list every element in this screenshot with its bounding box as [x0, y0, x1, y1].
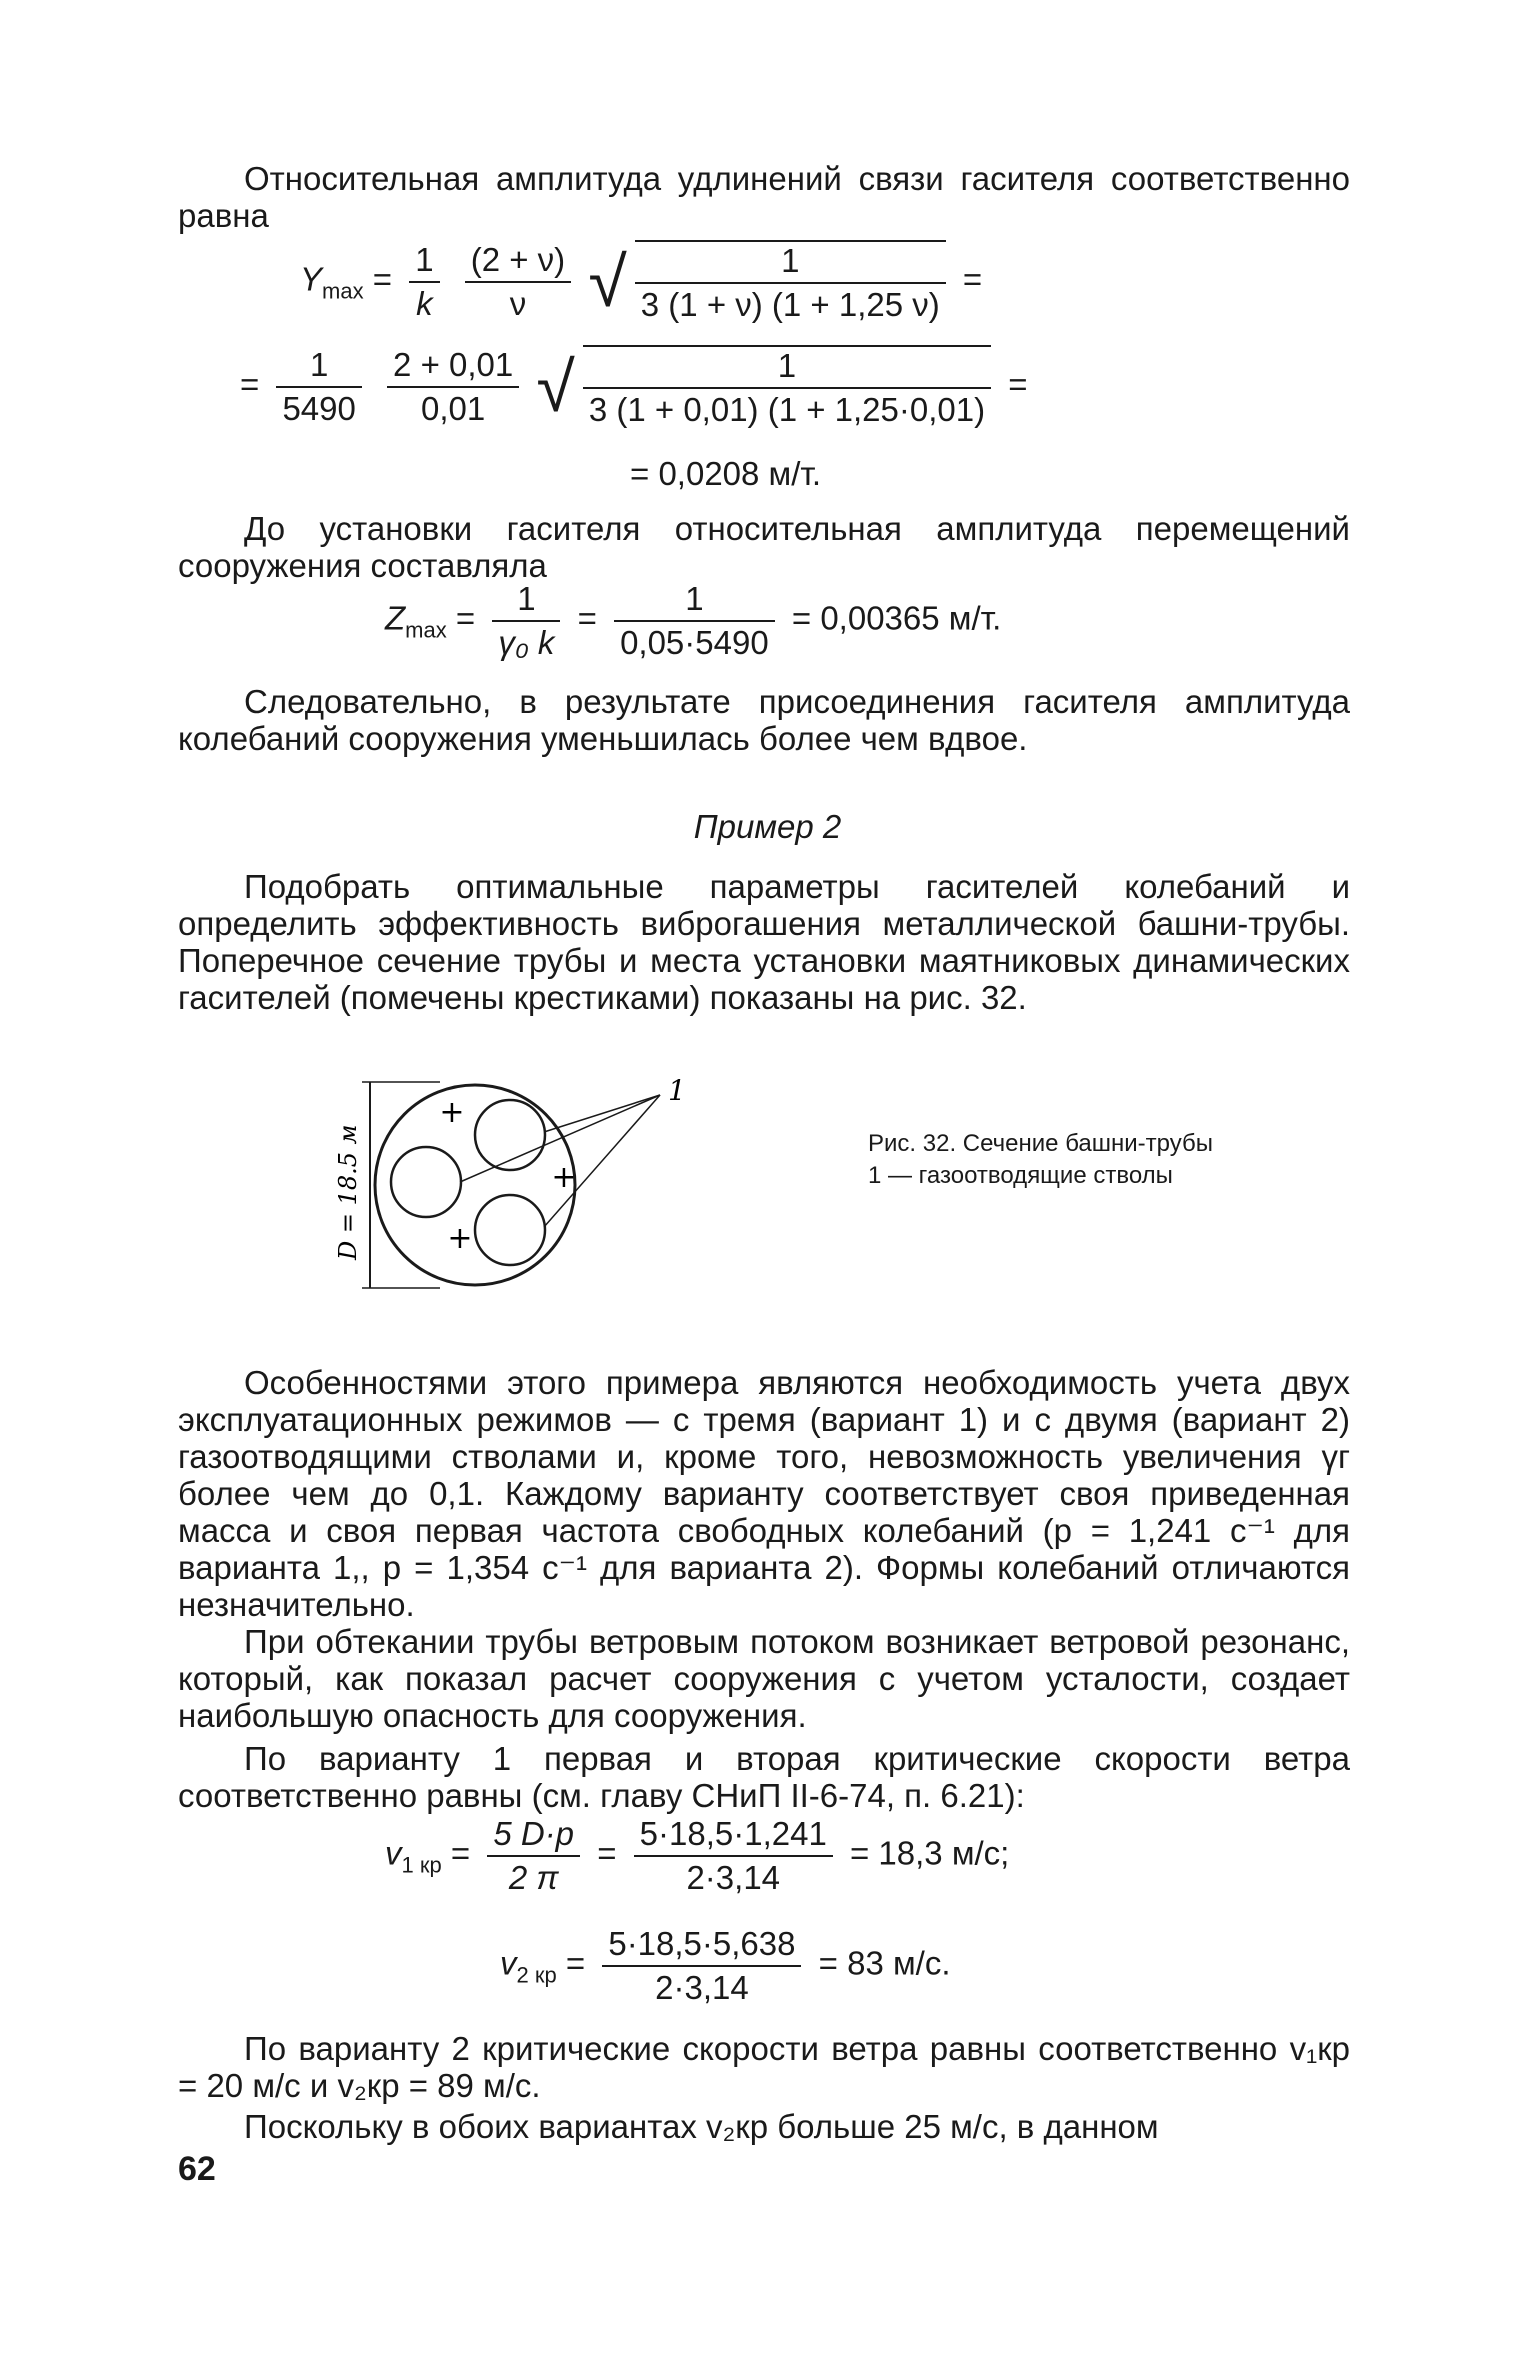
- damper-plus-right: +: [551, 1160, 577, 1195]
- page-number: 62: [178, 2150, 216, 2188]
- paragraph-task: Подобрать оптимальные параметры гасителей колебаний и определить эффективность виброгашения металлической башни-трубы. Поперечное сечение трубы и места установки маятниковых динамических гасителей (помечены крестиками) показаны на рис. 32.: [178, 868, 1350, 1016]
- callout-label: 1: [668, 1074, 686, 1107]
- equation-zmax: $Z_{max}$ = $\frac{1}{\text{γ₀ k}}$ = $\frac{1}{0,05\cdot 5490}$ = 0,00365 м/т.: [385, 580, 1002, 661]
- eq1-tail: =: [962, 260, 983, 298]
- eq6-lhs: v: [500, 1944, 517, 1982]
- eq2-tail: =: [1008, 365, 1028, 403]
- eq5-fraction-1: $\frac{5 D\cdot p}{2 \pi}$: [487, 1815, 580, 1897]
- eq5-result: = 18,3 м/с;: [849, 1834, 1010, 1872]
- eq1-lhs: Y: [300, 260, 323, 298]
- paragraph-conclusion: Следовательно, в результате присоединения гасителя амплитуда колебаний сооружения уменьшилась более чем вдвое.: [178, 683, 1350, 757]
- eq1-radical: √ $\frac{1}{3 (1 + \nu) (1 + 1,25 \nu)}$: [588, 240, 953, 324]
- eq2-radical: √ $\frac{1}{3 (1 + 0,01) (1 + 1,25\cdot 0,01)}$: [536, 345, 999, 429]
- leader-line-1: [544, 1095, 660, 1132]
- paragraph-before-damper: До установки гасителя относительная амплитуда перемещений сооружения составляла: [178, 510, 1350, 584]
- eq4-fraction-2: $\frac{1}{0,05\cdot 5490}$: [614, 580, 775, 662]
- eq2-fraction-1: $\frac{1}{5490}$: [276, 346, 361, 428]
- flue-circle-bottom: [475, 1195, 545, 1265]
- damper-plus-top: +: [439, 1095, 465, 1130]
- eq4-lhs-sub: max: [405, 617, 447, 643]
- eq4-fraction-1: $\frac{1}{\text{γ₀ k}}$: [492, 580, 560, 662]
- paragraph-variant-2: По варианту 2 критические скорости ветра равны соответственно v₁кр = 20 м/с и v₂кр = 89 м/с.: [178, 2030, 1350, 2104]
- eq6-result: = 83 м/с.: [818, 1944, 951, 1982]
- eq6-lhs-sub: 2 кр: [516, 1962, 557, 1988]
- equation-v2kr: $v_{2 кр}$ = $\frac{5\cdot 18,5\cdot 5,638}{2\cdot 3,14}$ = 83 м/с.: [500, 1925, 951, 2006]
- paragraph-resonance: При обтекании трубы ветровым потоком возникает ветровой резонанс, который, как показал расчет сооружения с учетом усталости, создает наибольшую опасность для сооружения.: [178, 1623, 1350, 1734]
- eq2-fraction-2: $\frac{2 + 0,01}{0,01}$: [387, 346, 519, 428]
- figure-caption: [868, 1130, 1258, 1190]
- dimension-label: D = 18.5 м: [334, 1124, 362, 1260]
- flue-circle-left: [391, 1147, 461, 1217]
- outer-shell-circle: [375, 1085, 575, 1285]
- paragraph-features: Особенностями этого примера являются необходимость учета двух эксплуатационных режимов — с тремя (вариант 1) и с двумя (вариант 2) газоотводящими стволами и, кроме того, невозможность увеличения γг более чем до 0,1. Каждому варианту соответствует своя приведенная масса и своя первая частота свободных колебаний (p = 1,241 с⁻¹ для варианта 1,, p = 1,354 с⁻¹ для варианта 2). Формы колебаний отличаются незначительно.: [178, 1364, 1350, 1623]
- eq2-lead: =: [240, 365, 260, 403]
- caption-legend: 1 — газоотводящие стволы: [868, 1162, 1173, 1189]
- eq4-result: = 0,00365 м/т.: [791, 599, 1002, 637]
- eq5-fraction-2: $\frac{5\cdot 18,5\cdot 1,241}{2\cdot 3,14}$: [634, 1815, 833, 1897]
- paragraph-continuation: Поскольку в обоих вариантах v₂кр больше 25 м/с, в данном: [244, 2108, 1159, 2145]
- equation-ymax-numeric: [240, 345, 1028, 429]
- equation-v1kr: $v_{1 кр}$ = $\frac{5 D\cdot p}{2 \pi}$ = $\frac{5\cdot 18,5\cdot 1,241}{2\cdot 3,14}$ = 18,3 м/с;: [385, 1815, 1010, 1896]
- eq5-lhs-sub: 1 кр: [401, 1852, 442, 1878]
- section-heading: Пример 2: [693, 808, 842, 845]
- eq1-eq-sign: =: [372, 260, 393, 298]
- equation-result-ymax: = 0,0208 м/т.: [630, 455, 822, 492]
- eq1-lhs-sub: max: [322, 278, 364, 304]
- caption-title: Рис. 32. Сечение башни-трубы: [868, 1130, 1213, 1157]
- damper-plus-bottom: +: [447, 1221, 473, 1256]
- paragraph-critical-speeds: По варианту 1 первая и вторая критические скорости ветра соответственно равны (см. главу СНиП II-6-74, п. 6.21):: [178, 1740, 1350, 1814]
- eq6-fraction: $\frac{5\cdot 18,5\cdot 5,638}{2\cdot 3,14}$: [602, 1925, 801, 2007]
- eq5-lhs: v: [385, 1834, 402, 1872]
- eq1-fraction-1: $\frac{1}{k}$: [409, 241, 439, 323]
- eq1-fraction-2: $\frac{(2 + \nu)}{\nu}$: [465, 241, 571, 323]
- paragraph-intro: Относительная амплитуда удлинений связи гасителя соответственно равна: [178, 160, 1350, 234]
- figure-tower-section: [330, 1070, 700, 1300]
- eq4-lhs: Z: [385, 599, 406, 637]
- equation-ymax: [300, 240, 982, 324]
